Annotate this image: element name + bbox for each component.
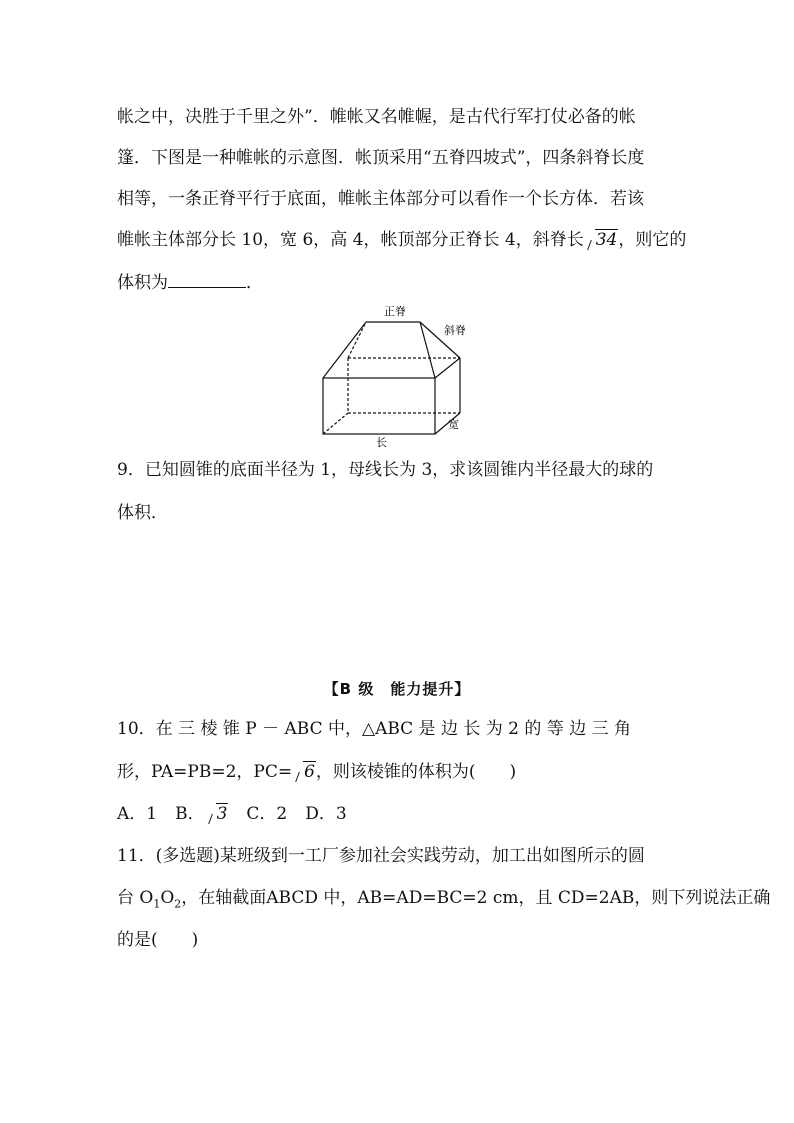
problem11-line-2-b: O (160, 888, 175, 908)
sqrt-3 (206, 802, 229, 826)
option-b-prefix: B． (175, 804, 205, 824)
slant-ridge-line (420, 322, 435, 378)
problem8-line-1: 帐之中，决胜于千里之外”．帷帐又名帷幄，是古代行军打仗必备的帐 (117, 107, 636, 127)
problem10-line-2 (117, 760, 516, 784)
tent-diagram (310, 300, 490, 450)
sqrt-3-radicand: 3 (216, 804, 228, 824)
problem8-line-2: 篷．下图是一种帷帐的示意图．帐顶采用“五脊四坡式”，四条斜脊长度 (117, 148, 645, 168)
problem11-line-3: 的是( ) (117, 930, 199, 950)
subscript-1: 1 (153, 897, 161, 911)
problem9-line-1: 9．已知圆锥的底面半径为 1，母线长为 3，求该圆锥内半径最大的球的 (117, 460, 654, 480)
option-c[interactable]: C．2 (246, 804, 288, 824)
problem10-line-2-suffix: ，则该棱锥的体积为( ) (315, 762, 517, 782)
problem10-line-2-prefix: 形，PA=PB=2，PC= (117, 762, 293, 782)
sqrt-34 (585, 228, 619, 252)
problem9-line-2: 体积． (117, 503, 168, 523)
problem8-line-5-prefix: 体积为 (117, 273, 168, 293)
problem11-line-1: 11．(多选题)某班级到一工厂参加社会实践劳动，加工出如图所示的圆 (117, 846, 645, 866)
problem8-line-3: 相等，一条正脊平行于底面，帷帐主体部分可以看作一个长方体．若该 (117, 189, 644, 209)
sqrt-6 (293, 760, 316, 784)
sqrt-34-radicand: 34 (595, 230, 618, 250)
problem8-line-5-suffix: ． (246, 273, 263, 293)
option-d[interactable]: D．3 (305, 804, 347, 824)
label-ridge: 正脊 (384, 305, 406, 318)
problem8-line-5 (117, 269, 263, 295)
option-a[interactable]: A．1 (117, 804, 158, 824)
problem10-line-1: 10．在 三 棱 锥 P － ABC 中，△ABC 是 边 长 为 2 的 等 边 三 角 (117, 719, 632, 739)
problem8-line-4-suffix: ，则它的 (618, 230, 687, 250)
sqrt-6-radicand: 6 (304, 762, 315, 782)
problem11-line-2 (117, 886, 770, 916)
answer-blank[interactable] (168, 269, 246, 288)
label-slant: 斜脊 (444, 324, 466, 337)
option-b[interactable] (175, 804, 228, 824)
section-title: 【B 级 能力提升】 (323, 680, 471, 698)
box-front-face (323, 378, 435, 434)
label-length: 长 (376, 436, 387, 449)
problem11-line-2-c: ，在轴截面ABCD 中，AB=AD=BC=2 cm，且 CD=2AB，则下列说法正确 (181, 888, 771, 908)
subscript-2: 2 (174, 897, 182, 911)
problem10-options (117, 802, 347, 826)
problem8-line-4 (117, 228, 686, 252)
label-width: 宽 (448, 418, 459, 431)
problem8-line-4-prefix: 帷帐主体部分长 10，宽 6，高 4，帐顶部分正脊长 4，斜脊长 (117, 230, 584, 250)
problem11-line-2-a: 台 O (117, 888, 154, 908)
